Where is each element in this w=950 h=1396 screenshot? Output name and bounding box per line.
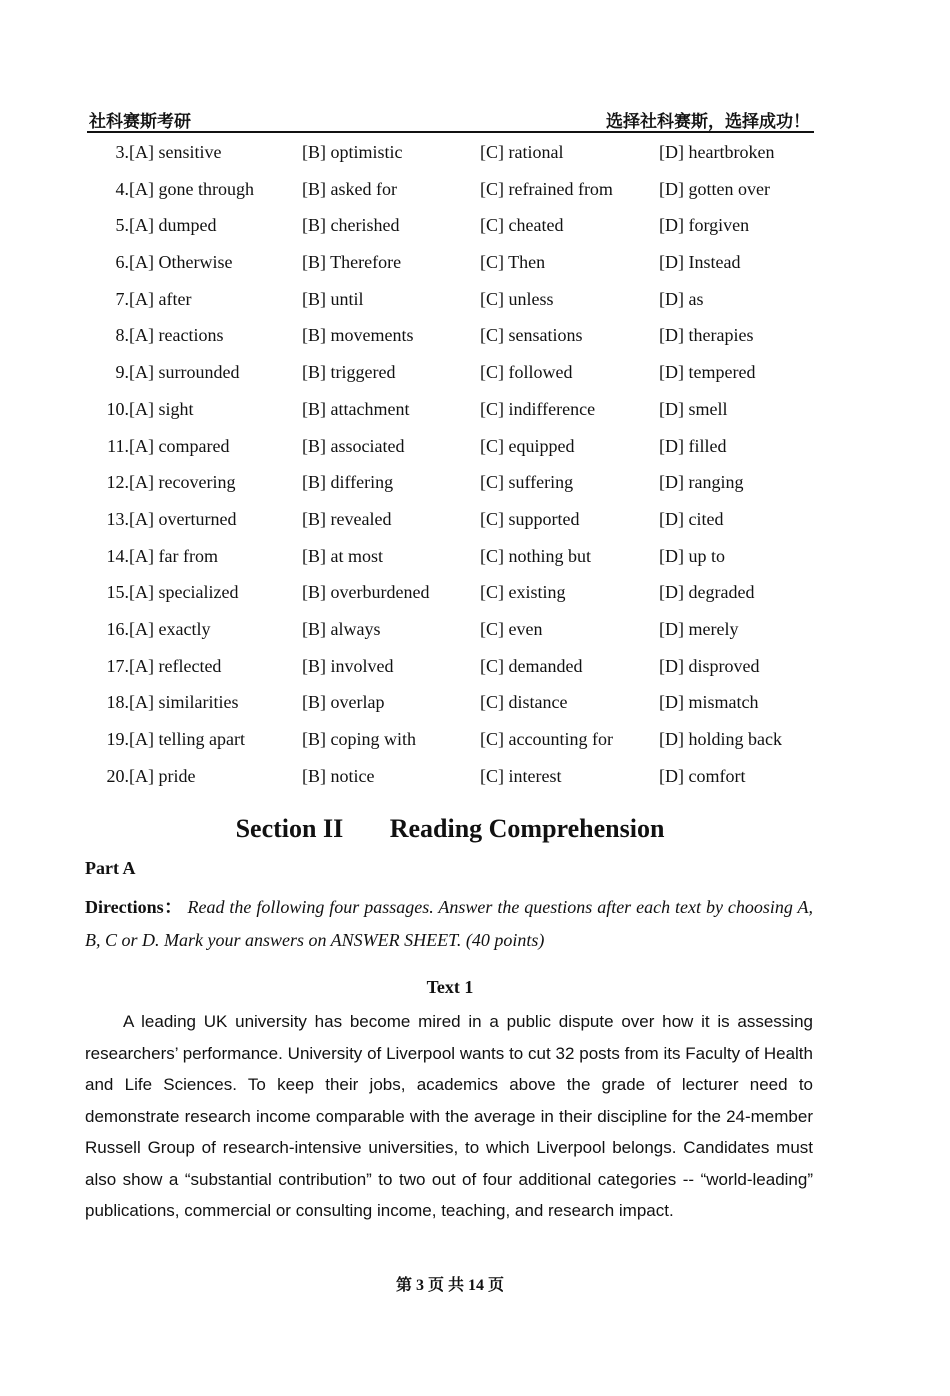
option-b: [B] differing (302, 472, 394, 493)
option-a: [A] recovering (129, 472, 236, 493)
option-b: [B] at most (302, 545, 383, 566)
option-c: [C] equipped (480, 435, 575, 456)
page-header (87, 103, 814, 133)
section-title (0, 814, 900, 844)
option-row (87, 247, 827, 284)
option-d: [D] forgiven (659, 215, 750, 236)
section-number: Section II (235, 814, 344, 843)
question-number: 5. (115, 215, 129, 236)
option-b: [B] coping with (302, 729, 416, 749)
question-number: 8. (115, 325, 129, 346)
option-a: [A] far from (129, 545, 218, 566)
question-number: 4. (115, 178, 129, 199)
option-d: [D] mismatch (659, 692, 759, 713)
question-number: 7. (115, 288, 129, 309)
question-number: 14. (106, 545, 129, 566)
option-c: [C] distance (480, 692, 568, 713)
option-c: [C] existing (480, 582, 566, 603)
passage-paragraph: A leading UK university has become mired in a public dispute over how it is assessing researchers’ performance. University of Liverpool wants to cut 32 posts from its Faculty of Health and Life Sciences. To keep their jobs, academics above the grade of lecturer need to demonstrate research income comparable with the average in their discipline for the 24-member Russell Group of research-intensive universities, to which Liverpool belongs. Candidates must also show a “substantial contribution” to two out of four additional categories -- “world-leading” publications, commercial or consulting income, teaching, and research impact. (85, 1012, 813, 1220)
option-c: [C] unless (480, 288, 554, 309)
option-row (87, 651, 827, 688)
option-a: [A] compared (129, 435, 230, 456)
option-c: [C] cheated (480, 215, 564, 236)
option-c: [C] refrained from (480, 178, 613, 199)
option-row (87, 541, 827, 578)
option-c: [C] interest (480, 765, 562, 786)
option-d: [D] cited (659, 508, 724, 529)
question-number: 6. (115, 252, 129, 273)
option-a: [A] dumped (129, 215, 217, 236)
option-c: [C] Then (480, 252, 546, 273)
section-heading: Reading Comprehension (389, 814, 665, 843)
question-number: 15. (106, 582, 129, 603)
option-a: [A] specialized (129, 582, 239, 603)
option-b: [B] cherished (302, 215, 400, 236)
question-number: 9. (115, 362, 129, 383)
option-c: [C] even (480, 618, 543, 639)
option-b: [B] until (302, 288, 364, 309)
header-slogan: 选择社科赛斯，选择成功！ (606, 112, 810, 131)
directions-label: Directions： (85, 897, 183, 917)
option-row (87, 724, 827, 761)
question-number: 13. (106, 508, 129, 529)
option-d: [D] Instead (659, 252, 741, 273)
option-d: [D] disproved (659, 655, 760, 676)
option-c: [C] sensations (480, 325, 583, 346)
option-a: [A] sensitive (129, 142, 222, 162)
option-d: [D] degraded (659, 582, 755, 603)
option-b: [B] notice (302, 765, 375, 786)
option-row (87, 137, 827, 174)
option-row (87, 577, 827, 614)
option-row (87, 320, 827, 357)
option-b: [B] movements (302, 325, 414, 346)
option-row (87, 210, 827, 247)
option-b: [B] optimistic (302, 142, 403, 162)
option-a: [A] reflected (129, 655, 222, 676)
option-c: [C] indifference (480, 398, 596, 419)
option-b: [B] Therefore (302, 252, 402, 273)
directions-text: Read the following four passages. Answer the questions after each text by choosing A, B, C or D. Mark your answers on ANSWER SHEET. (40 points) (85, 897, 814, 950)
option-row (87, 284, 827, 321)
option-d: [D] gotten over (659, 178, 770, 199)
option-row (87, 614, 827, 651)
option-c: [C] supported (480, 508, 580, 529)
option-row (87, 357, 827, 394)
option-b: [B] associated (302, 435, 405, 456)
option-row (87, 687, 827, 724)
option-d: [D] tempered (659, 362, 756, 383)
option-row (87, 431, 827, 468)
option-b: [B] always (302, 618, 381, 639)
question-number: 18. (106, 692, 129, 713)
page-number: 第 3 页 共 14 页 (395, 1277, 504, 1294)
question-number: 16. (106, 618, 129, 639)
option-a: [A] exactly (129, 618, 211, 639)
question-number: 3. (115, 142, 129, 162)
question-number: 12. (106, 472, 129, 493)
header-brand: 社科赛斯考研 (89, 112, 191, 131)
option-b: [B] attachment (302, 398, 410, 419)
option-a: [A] pride (129, 765, 196, 786)
option-b: [B] involved (302, 655, 394, 676)
option-c: [C] demanded (480, 655, 583, 676)
option-row (87, 504, 827, 541)
option-a: [A] similarities (129, 692, 239, 713)
option-c: [C] suffering (480, 472, 574, 493)
option-a: [A] Otherwise (129, 252, 233, 273)
option-c: [C] accounting for (480, 729, 613, 749)
option-b: [B] asked for (302, 178, 397, 199)
cloze-options-list (87, 137, 827, 797)
option-d: [D] merely (659, 618, 739, 639)
option-row (87, 761, 827, 798)
option-b: [B] overburdened (302, 582, 430, 603)
option-row (87, 394, 827, 431)
option-a: [A] overturned (129, 508, 237, 529)
option-c: [C] rational (480, 142, 564, 162)
option-a: [A] reactions (129, 325, 224, 346)
option-d: [D] as (659, 288, 704, 309)
option-b: [B] revealed (302, 508, 392, 529)
question-number: 10. (106, 398, 129, 419)
option-d: [D] filled (659, 435, 727, 456)
part-label: Part A (85, 858, 136, 878)
option-d: [D] therapies (659, 325, 754, 346)
option-c: [C] followed (480, 362, 573, 383)
option-row (87, 174, 827, 211)
option-d: [D] holding back (659, 729, 782, 749)
option-a: [A] surrounded (129, 362, 240, 383)
option-a: [A] after (129, 288, 192, 309)
question-number: 20. (106, 765, 129, 786)
option-c: [C] nothing but (480, 545, 591, 566)
option-a: [A] gone through (129, 178, 254, 199)
option-d: [D] smell (659, 398, 728, 419)
directions (85, 891, 813, 957)
text-title: Text 1 (426, 977, 474, 997)
option-d: [D] comfort (659, 765, 746, 786)
option-d: [D] heartbroken (659, 142, 775, 162)
option-a: [A] sight (129, 398, 194, 419)
question-number: 11. (107, 435, 129, 456)
option-b: [B] overlap (302, 692, 385, 713)
question-number: 19. (106, 729, 129, 749)
option-d: [D] ranging (659, 472, 744, 493)
question-number: 17. (106, 655, 129, 676)
option-b: [B] triggered (302, 362, 396, 383)
option-row (87, 467, 827, 504)
option-a: [A] telling apart (129, 729, 245, 749)
option-d: [D] up to (659, 545, 725, 566)
